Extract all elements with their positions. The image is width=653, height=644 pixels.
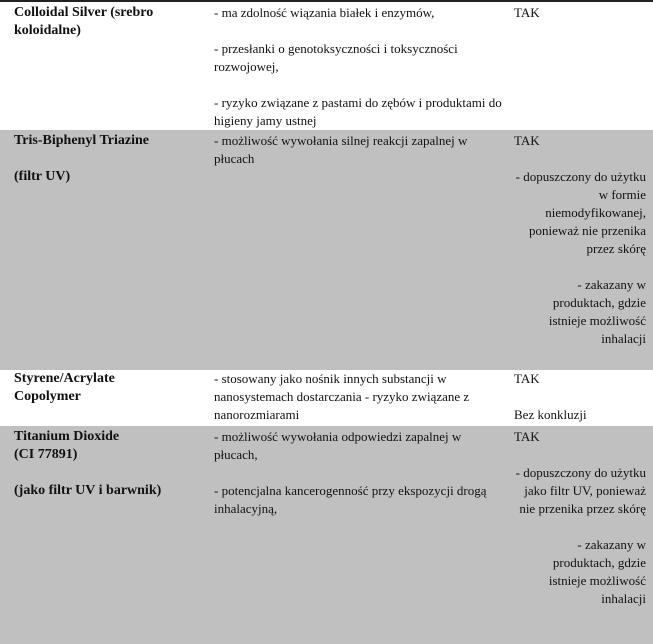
risk-item: - przesłanki o genotoksyczności i toksyczności rozwojowej, [214, 41, 458, 74]
risk-item: - ryzyko związane z pastami do zębów i produktami do higieny jamy ustnej [214, 95, 502, 128]
substance-name [14, 370, 204, 406]
table-top-border [0, 0, 653, 2]
substance-name-line: (filtr UV) [14, 169, 71, 184]
status-cell [514, 4, 646, 22]
status-cell [514, 428, 646, 608]
table-row [0, 370, 653, 426]
risk-item: - stosowany jako nośnik innych substancji w nanosystemach dostarczania - ryzyko związane z nanorozmiarami [214, 371, 470, 422]
status-value: TAK [514, 371, 540, 386]
substance-name-line: Copolymer [14, 389, 81, 404]
risk-item: - możliwość wywołania silnej reakcji zapalnej w płucach [214, 133, 468, 166]
risk-description [214, 132, 504, 168]
risk-item: - możliwość wywołania odpowiedzi zapalnej w płucach, [214, 429, 462, 462]
status-note: - zakazany w produktach, gdzie istnieje możliwość inhalacji [548, 277, 646, 346]
risk-description [214, 370, 504, 424]
substance-name-line: (jako filtr UV i barwnik) [14, 483, 162, 498]
substance-name-line: Styrene/Acrylate [14, 371, 115, 386]
substance-name [14, 428, 204, 500]
status-note: Bez konkluzji [514, 407, 587, 422]
table-row [0, 4, 653, 130]
risk-item: - ma zdolność wiązania białek i enzymów, [214, 5, 435, 20]
substance-name-line: Titanium Dioxide [14, 429, 120, 444]
status-value: TAK [514, 429, 540, 444]
status-note: - dopuszczony do użytku w formie niemodyfikowanej, ponieważ nie przenika przez skórę [515, 169, 646, 256]
risk-description [214, 4, 504, 130]
substance-name-line: Colloidal Silver (srebro [14, 5, 154, 20]
status-value: TAK [514, 133, 540, 148]
status-note: - zakazany w produktach, gdzie istnieje możliwość inhalacji [548, 537, 646, 606]
substance-name [14, 4, 204, 40]
status-cell [514, 370, 646, 424]
status-value: TAK [514, 5, 540, 20]
substance-name-line: (CI 77891) [14, 447, 78, 462]
status-cell [514, 132, 646, 348]
risk-item: - potencjalna kancerogenność przy ekspozycji drogą inhalacyjną, [214, 483, 487, 516]
status-note: - dopuszczony do użytku jako filtr UV, ponieważ nie przenika przez skórę [515, 465, 646, 516]
table-row [0, 130, 653, 370]
risk-description [214, 428, 504, 518]
substance-name-line: koloidalne) [14, 23, 81, 38]
substance-name-line: Tris-Biphenyl Triazine [14, 133, 149, 148]
substance-name [14, 132, 204, 186]
table-row [0, 426, 653, 644]
